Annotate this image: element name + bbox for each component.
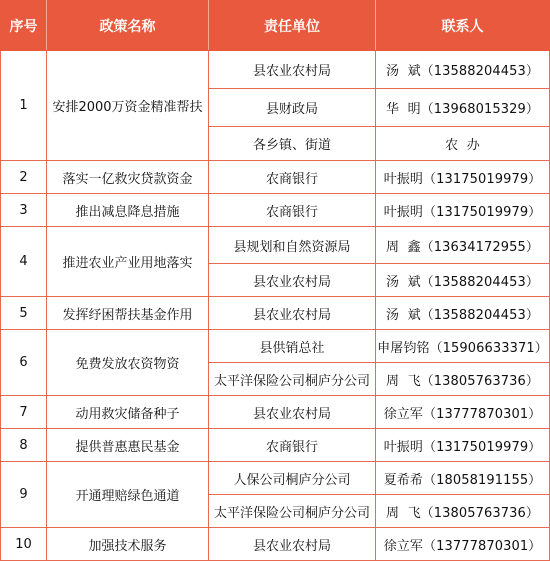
policy-name: 推出减息降息措施 xyxy=(47,194,209,227)
responsible-unit: 县规划和自然资源局 xyxy=(209,227,376,264)
policy-name: 发挥纾困帮扶基金作用 xyxy=(47,297,209,330)
responsible-unit: 农商银行 xyxy=(209,194,376,227)
row-number: 5 xyxy=(1,297,47,330)
contact-person: 汤 斌（13588204453） xyxy=(376,51,550,89)
row-number: 1 xyxy=(1,51,47,161)
table-row xyxy=(1,297,550,330)
policy-name: 安排2000万资金精准帮扶 xyxy=(47,51,209,161)
row-number: 10 xyxy=(1,528,47,561)
header-contact: 联系人 xyxy=(376,1,550,51)
table-row xyxy=(1,161,550,194)
contact-person: 汤 斌（13588204453） xyxy=(376,264,550,297)
header-unit: 责任单位 xyxy=(209,1,376,51)
responsible-unit: 县农业农村局 xyxy=(209,396,376,429)
contact-person: 申屠钧铭（15906633371） xyxy=(376,330,550,363)
responsible-unit: 太平洋保险公司桐庐分公司 xyxy=(209,363,376,396)
table-row xyxy=(1,227,550,264)
policy-name: 提供普惠惠民基金 xyxy=(47,429,209,462)
contact-person: 叶振明（13175019979） xyxy=(376,161,550,194)
table-row xyxy=(1,429,550,462)
contact-person: 周 鑫（13634172955） xyxy=(376,227,550,264)
contact-person: 农 办 xyxy=(376,127,550,161)
row-number: 6 xyxy=(1,330,47,396)
table-row xyxy=(1,462,550,495)
responsible-unit: 县农业农村局 xyxy=(209,264,376,297)
contact-person: 汤 斌（13588204453） xyxy=(376,297,550,330)
table-row xyxy=(1,194,550,227)
row-number: 4 xyxy=(1,227,47,297)
policy-name: 免费发放农资物资 xyxy=(47,330,209,396)
header-row xyxy=(1,1,550,51)
contact-person: 徐立军（13777870301） xyxy=(376,528,550,561)
responsible-unit: 太平洋保险公司桐庐分公司 xyxy=(209,495,376,528)
responsible-unit: 县供销总社 xyxy=(209,330,376,363)
contact-person: 华 明（13968015329） xyxy=(376,89,550,127)
table-row xyxy=(1,330,550,363)
contact-person: 夏希希（18058191155） xyxy=(376,462,550,495)
policy-name: 加强技术服务 xyxy=(47,528,209,561)
responsible-unit: 农商银行 xyxy=(209,429,376,462)
row-number: 2 xyxy=(1,161,47,194)
table-row xyxy=(1,51,550,89)
row-number: 3 xyxy=(1,194,47,227)
row-number: 7 xyxy=(1,396,47,429)
responsible-unit: 县农业农村局 xyxy=(209,297,376,330)
responsible-unit: 农商银行 xyxy=(209,161,376,194)
responsible-unit: 人保公司桐庐分公司 xyxy=(209,462,376,495)
contact-person: 徐立军（13777870301） xyxy=(376,396,550,429)
contact-person: 叶振明（13175019979） xyxy=(376,429,550,462)
policy-name: 推进农业产业用地落实 xyxy=(47,227,209,297)
table-row xyxy=(1,396,550,429)
responsible-unit: 县财政局 xyxy=(209,89,376,127)
responsible-unit: 县农业农村局 xyxy=(209,51,376,89)
row-number: 9 xyxy=(1,462,47,528)
contact-person: 周 飞（13805763736） xyxy=(376,495,550,528)
contact-person: 叶振明（13175019979） xyxy=(376,194,550,227)
table-header xyxy=(1,1,550,51)
policy-name: 落实一亿救灾贷款资金 xyxy=(47,161,209,194)
header-no: 序号 xyxy=(1,1,47,51)
header-policy: 政策名称 xyxy=(47,1,209,51)
contact-person: 周 飞（13805763736） xyxy=(376,363,550,396)
responsible-unit: 各乡镇、街道 xyxy=(209,127,376,161)
policy-name: 动用救灾储备种子 xyxy=(47,396,209,429)
table-row xyxy=(1,528,550,561)
row-number: 8 xyxy=(1,429,47,462)
responsible-unit: 县农业农村局 xyxy=(209,528,376,561)
table-body xyxy=(1,51,550,561)
policy-name: 开通理赔绿色通道 xyxy=(47,462,209,528)
